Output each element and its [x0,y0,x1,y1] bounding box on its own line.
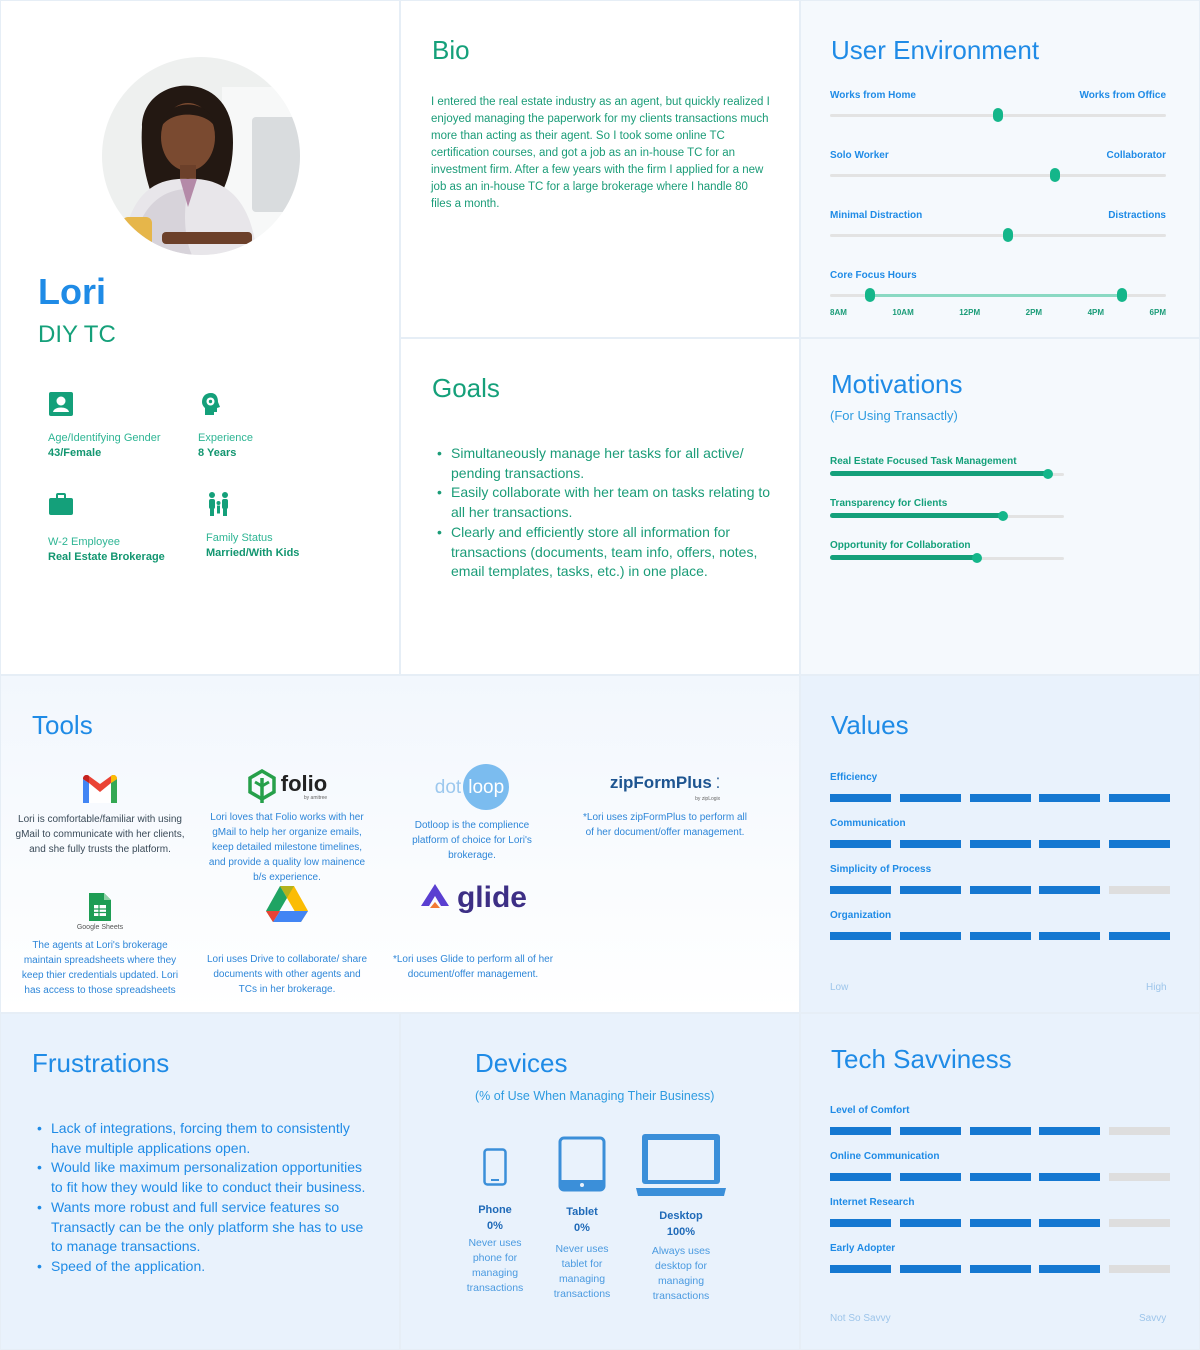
tool-gmail [14,770,186,857]
tool-description: Lori loves that Folio works with her gMail to help her organize emails, keep detailed milestone timelines, and provide a quality low mainence b/s experience. [208,812,366,883]
rating-segment-filled [1039,794,1100,802]
goal-item: • Clearly and efficiently store all information for transactions (documents, team info, offers, notes, email templates, tasks, etc.) in one place. [431,523,771,582]
tablet-icon [558,1136,606,1192]
tool-google-sheets: Google Sheets The agents at Lori's brokerage maintain spreadsheets where they keep thier credentials updated. Lori has access to those spreadsheets [14,888,186,998]
focus-start-knob[interactable] [865,288,875,302]
device-tablet [545,1136,619,1302]
persona-name: Lori [38,271,106,312]
tool-zipform [580,768,750,840]
rating-bar [830,1173,1170,1181]
tool-description: *Lori uses zipFormPlus to perform all of her document/offer management. [583,812,747,838]
tick-label: 10AM [892,308,914,317]
bio-title: Bio [432,35,470,65]
person-badge-icon [48,391,74,417]
rating-label: Simplicity of Process [830,864,932,875]
rating-segment-filled [1039,1219,1100,1227]
device-description: Always uses desktop for managing transactions [651,1245,711,1302]
devices-subtitle: (% of Use When Managing Their Business) [475,1089,715,1103]
tool-description: Lori uses Drive to collaborate/ share documents with other agents and TCs in her brokerage. [206,954,368,995]
rating-segment-filled [830,840,891,848]
rating-bar [830,1265,1170,1273]
rating-segment-filled [830,1173,891,1181]
tool-description: Lori is comfortable/familiar with using gMail to communicate with her clients, and she fully trusts the platform. [15,814,185,855]
rating-segment-filled [970,794,1031,802]
rating-segment-empty [1109,1173,1170,1181]
slider-knob[interactable] [1050,168,1060,182]
focus-ticks [830,308,1166,317]
tool-google-drive [204,884,370,997]
fact-value: 8 Years [198,447,237,459]
goal-item: • Easily collaborate with her team on tasks relating to all her transactions. [431,483,771,522]
folio-icon [247,769,277,805]
motivation-label: Real Estate Focused Task Management [830,456,1017,467]
values-high-label: High [1146,982,1167,993]
goals-title: Goals [432,373,500,403]
slider-knob[interactable] [993,108,1003,122]
rating-segment-filled [970,1265,1031,1273]
rating-segment-filled [970,932,1031,940]
rating-segment-filled [1039,886,1100,894]
tool-description: The agents at Lori's brokerage maintain spreadsheets where they keep thier credentials updated. Lori has access to those spreadsheets [21,940,179,996]
slider-right-label: Collaborator [1106,150,1166,161]
rating-label: Level of Comfort [830,1105,910,1116]
glide-icon [419,882,451,912]
environment-slider [830,150,1166,184]
rating-label: Organization [830,910,892,921]
fact-label: Age/Identifying Gender [48,432,161,444]
rating-label: Early Adopter [830,1243,896,1254]
tick-label: 6PM [1149,308,1166,317]
profile-photo [102,57,300,255]
family-icon [206,491,232,517]
profile-panel [0,0,400,675]
device-percent: 100% [666,1226,696,1238]
rating-segment-filled [970,1127,1031,1135]
motivation-bar [830,456,1064,482]
slider-right-label: Distractions [1108,210,1166,221]
rating-segment-filled [830,886,891,894]
tech-low-label: Not So Savvy [830,1313,891,1324]
rating-label: Communication [830,818,906,829]
tick-label: 12PM [959,308,981,317]
motivation-knob [972,553,982,563]
persona-role: DIY TC [38,321,116,348]
motivations-title: Motivations [831,369,963,399]
fact-value: Married/With Kids [206,547,300,559]
gmail-icon [80,773,120,805]
fact-value: Real Estate Brokerage [48,551,165,563]
device-percent: 0% [487,1220,503,1232]
dotloop-icon: dot loop [435,764,509,810]
tool-glide: glide *Lori uses Glide to perform all of her document/offer management. [388,882,558,982]
google-drive-icon [265,884,309,924]
rating-segment-filled [900,886,961,894]
head-gear-icon [198,391,224,417]
frustration-item: • Speed of the application. [31,1257,376,1277]
frustrations-list [31,1119,376,1277]
frustration-item: • Would like maximum personalization opportunities to fit how they would like to conduct their business. [31,1158,376,1197]
slider-track [830,174,1166,177]
phone-icon [483,1148,507,1186]
rating-label: Online Communication [830,1151,940,1162]
rating-bar [830,886,1170,894]
frustrations-title: Frustrations [32,1048,170,1078]
motivation-fill [830,555,977,560]
rating-segment-filled [830,794,891,802]
rating-bar [830,1127,1170,1135]
motivation-bar [830,540,1064,566]
motivation-label: Opportunity for Collaboration [830,540,971,551]
goals-list [431,444,771,582]
frustration-item: • Lack of integrations, forcing them to consistently have multiple applications open. [31,1119,376,1158]
slider-left-label: Minimal Distraction [830,210,923,221]
motivation-label: Transparency for Clients [830,498,948,509]
device-description: Never uses tablet for managing transactions [553,1243,611,1300]
rating-segment-empty [1109,1265,1170,1273]
slider-labels [830,90,1166,101]
rating-segment-filled [1109,932,1170,940]
rating-segment-filled [900,1219,961,1227]
slider-labels [830,210,1166,221]
fact-value: 43/Female [48,447,102,459]
rating-segment-filled [900,1173,961,1181]
focus-range-fill [870,294,1122,297]
tool-description: *Lori uses Glide to perform all of her document/offer management. [392,954,554,980]
devices-title: Devices [475,1048,568,1078]
motivation-fill [830,471,1048,476]
tick-label: 4PM [1087,308,1105,317]
focus-end-knob[interactable] [1117,288,1127,302]
tool-description: Dotloop is the complience platform of choice for Lori's brokerage. [412,820,532,861]
laptop-icon [636,1132,726,1198]
google-sheets-icon [87,891,113,923]
slider-right-label: Works from Office [1079,90,1166,101]
device-desktop [636,1132,726,1304]
slider-left-label: Solo Worker [830,150,889,161]
fact-label: W-2 Employee [48,536,120,548]
device-phone [455,1148,535,1296]
rating-segment-filled [900,1265,961,1273]
rating-label: Efficiency [830,772,878,783]
rating-segment-filled [1039,1127,1100,1135]
tick-label: 8AM [830,308,847,317]
rating-segment-filled [900,932,961,940]
bio-text: I entered the real estate industry as an agent, but quickly realized I enjoyed managing the paperwork for my clients transactions much more than acting as their agent. So I took some online TC certification courses, and got a job as an in-house TC for an investment firm. After a few years with the firm I applied for a new job as an in-house TC for a large brokerage where I handle 80 files a month. [431,96,770,210]
briefcase-icon [48,491,74,517]
rating-segment-filled [970,840,1031,848]
slider-track [830,234,1166,237]
tools-title: Tools [32,710,93,740]
motivation-knob [1043,469,1053,479]
rating-segment-filled [970,886,1031,894]
rating-segment-filled [1039,1265,1100,1273]
tech-high-label: Savvy [1139,1313,1167,1324]
device-name: Desktop [659,1210,703,1222]
tech-panel [800,1013,1200,1350]
rating-bar [830,794,1170,802]
rating-segment-filled [830,1127,891,1135]
rating-segment-filled [830,1219,891,1227]
focus-hours-slider [830,270,1166,310]
rating-segment-filled [900,794,961,802]
zipform-icon: zipFormPlus ⁚ by zipLogix [609,772,721,802]
motivation-bar [830,498,1064,524]
fact-family [206,491,366,559]
rating-segment-filled [830,1265,891,1273]
fact-employment [48,491,208,563]
focus-hours-label: Core Focus Hours [830,270,917,281]
fact-experience [198,391,358,459]
tick-label: 2PM [1025,308,1043,317]
folio-byline: by amitree [303,795,328,801]
motivations-subtitle: (For Using Transactly) [830,408,958,423]
device-name: Phone [478,1204,512,1216]
environment-slider [830,90,1166,124]
fact-label: Family Status [206,532,273,544]
tech-title: Tech Savviness [831,1044,1012,1074]
rating-label: Internet Research [830,1197,915,1208]
rating-segment-empty [1109,1219,1170,1227]
rating-segment-filled [1039,932,1100,940]
fact-label: Experience [198,432,254,444]
rating-segment-filled [1109,794,1170,802]
slider-labels [830,150,1166,161]
rating-segment-filled [970,1173,1031,1181]
device-name: Tablet [566,1206,598,1218]
rating-segment-filled [900,1127,961,1135]
folio-wordmark: folio [280,771,328,796]
device-description: Never uses phone for managing transactions [466,1237,524,1294]
values-low-label: Low [830,982,849,993]
environment-title: User Environment [831,35,1040,65]
rating-segment-empty [1109,1127,1170,1135]
goal-item: • Simultaneously manage her tasks for all active/ pending transactions. [431,444,771,483]
device-percent: 0% [574,1222,590,1234]
frustration-item: • Wants more robust and full service features so Transactly can be the only platform she has to use to manage transactions. [31,1198,376,1257]
rating-bar [830,840,1170,848]
fact-age-gender [48,391,208,459]
rating-bar [830,1219,1170,1227]
rating-segment-empty [1109,886,1170,894]
tool-folio [204,768,370,885]
rating-segment-filled [970,1219,1031,1227]
motivation-knob [998,511,1008,521]
tool-dotloop [397,760,547,863]
environment-slider [830,210,1166,244]
slider-knob[interactable] [1003,228,1013,242]
rating-segment-filled [1039,840,1100,848]
rating-segment-filled [900,840,961,848]
rating-segment-filled [1039,1173,1100,1181]
motivation-fill [830,513,1003,518]
rating-bar [830,932,1170,940]
rating-segment-filled [830,932,891,940]
slider-left-label: Works from Home [830,90,916,101]
values-title: Values [831,710,909,740]
rating-segment-filled [1109,840,1170,848]
